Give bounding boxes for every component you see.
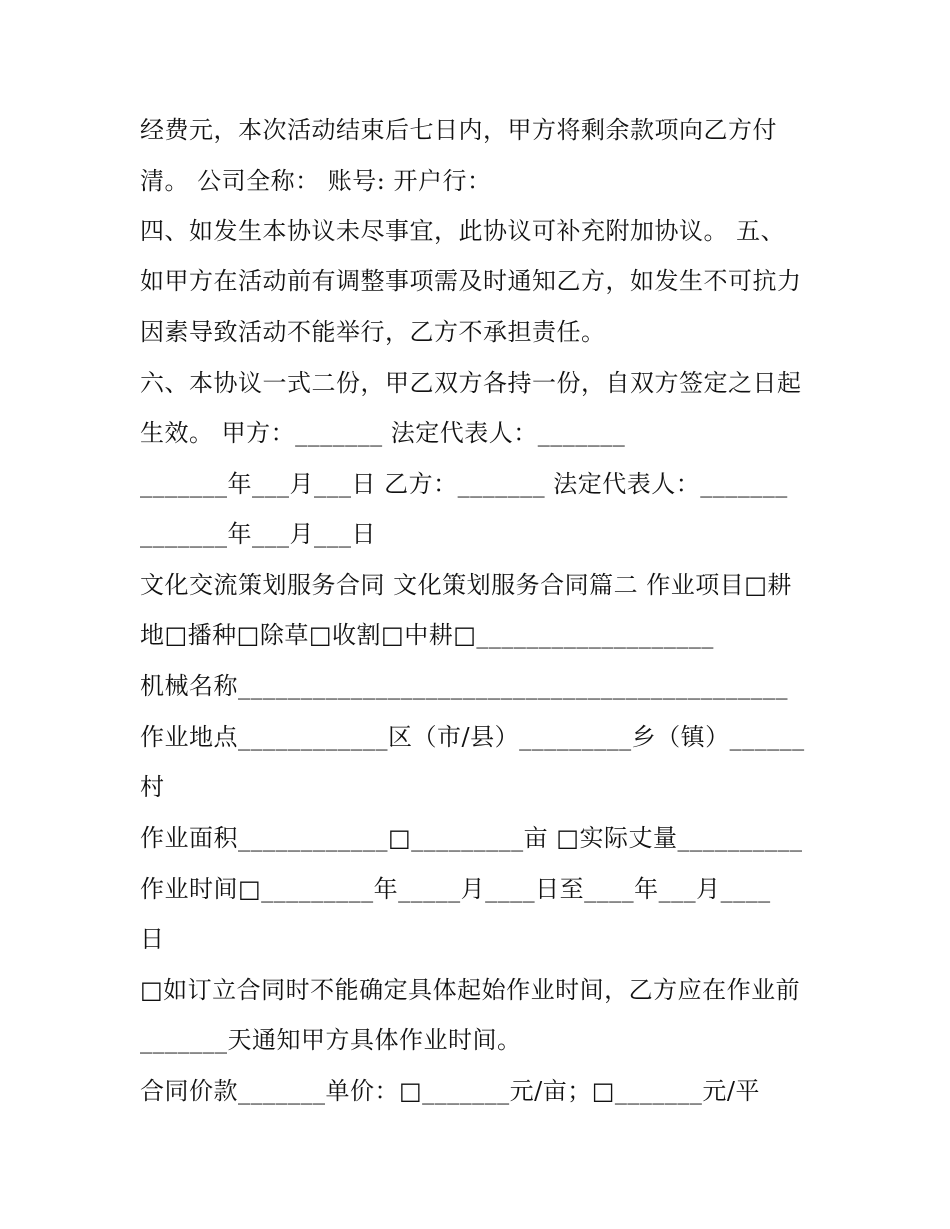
text-line: □如订立合同时不能确定具体起始作业时间，乙方应在作业前: [140, 976, 801, 1004]
text-line: 生效。 甲方：_______ 法定代表人：_______: [140, 419, 626, 447]
text-line: _______天通知甲方具体作业时间。: [140, 1026, 522, 1054]
text-line: 作业时间□_________年_____月____日至____年___月____: [140, 875, 771, 903]
text-line: 村: [140, 773, 165, 801]
text-line: 清。 公司全称： 账号: 开户行：: [140, 167, 492, 195]
text-line: 作业面积____________□_________亩 □实际丈量__________: [140, 824, 803, 852]
text-line: 机械名称____________________________________________: [140, 672, 788, 700]
text-line: 因素导致活动不能举行，乙方不承担责任。: [140, 318, 606, 346]
text-line: 如甲方在活动前有调整事项需及时通知乙方，如发生不可抗力: [140, 267, 802, 295]
text-line: _______年___月___日 乙方：_______ 法定代表人：_______: [140, 470, 788, 498]
text-line: 日: [140, 925, 165, 953]
text-line: 文化交流策划服务合同 文化策划服务合同篇二 作业项目□耕: [140, 571, 792, 599]
text-line: 四、如发生本协议未尽事宜，此协议可补充附加协议。 五、: [140, 217, 786, 245]
text-line: _______年___月___日: [140, 520, 376, 548]
text-line: 地□播种□除草□收割□中耕□___________________: [140, 621, 714, 649]
text-line: 六、本协议一式二份，甲乙双方各持一份，自双方签定之日起: [140, 369, 802, 397]
text-line: 经费元，本次活动结束后七日内，甲方将剩余款项向乙方付: [140, 116, 777, 144]
text-line: 作业地点____________区（市/县）_________乡（镇）______: [140, 723, 805, 751]
text-line: 合同价款_______单价：□_______元/亩；□_______元/平: [140, 1077, 761, 1105]
